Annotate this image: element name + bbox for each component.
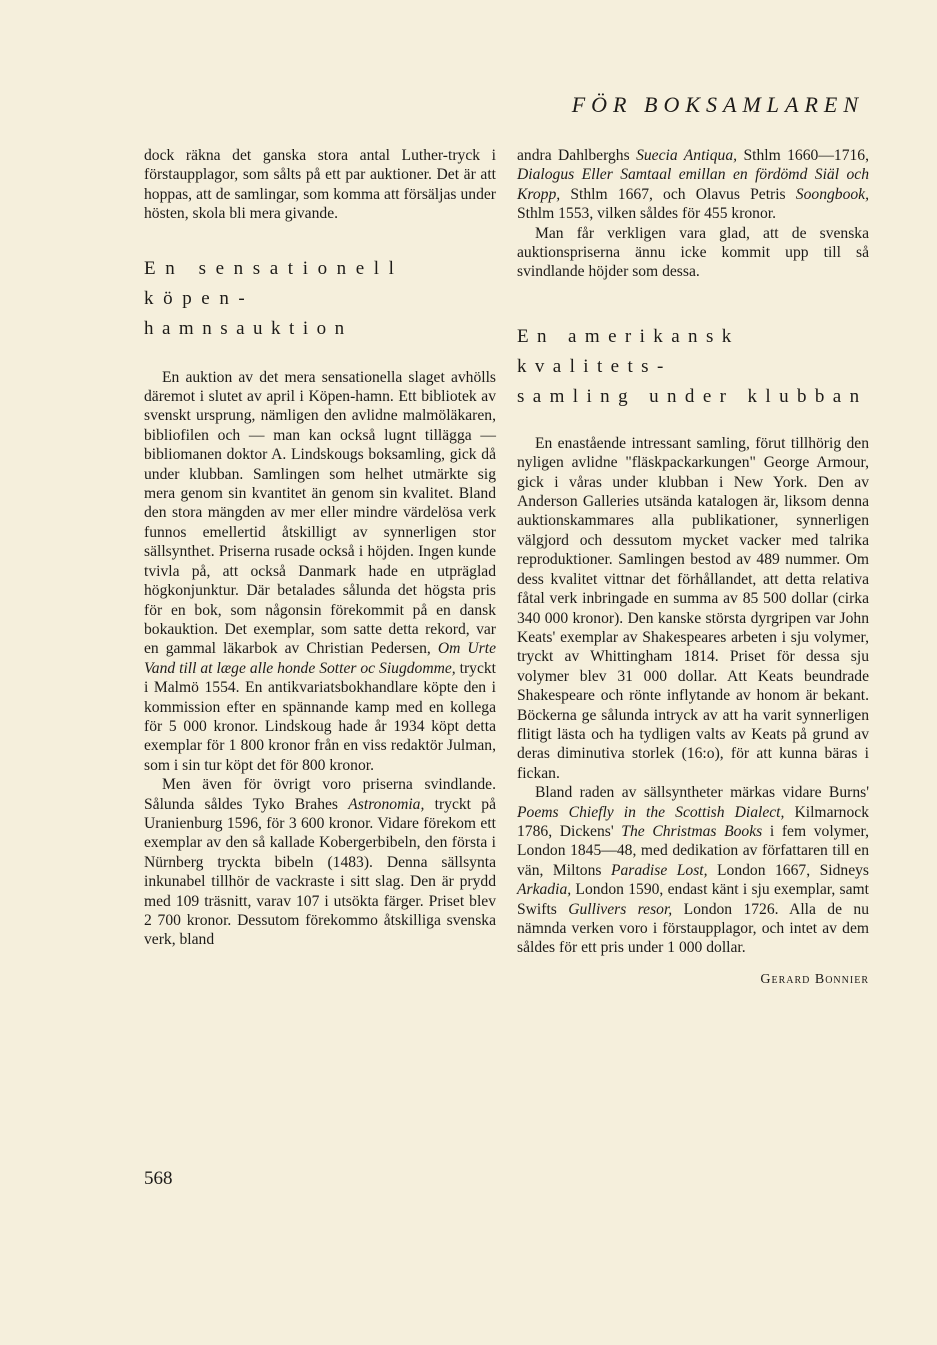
- body-paragraph: [144, 368, 496, 776]
- heading-line: En amerikansk kvalitets-: [517, 325, 740, 377]
- heading-line: hamnsauktion: [144, 317, 353, 339]
- body-paragraph: Man får verkligen vara glad, att de svenska auktionspriserna ännu icke kommit upp till så svindlande höjder som dessa.: [517, 224, 869, 281]
- intro-paragraph: dock räkna det ganska stora antal Luther-tryck i förstaupplagor, som sålts på ett par auktioner. Det är att hoppas, att de samlingar, som komma att försäljas under hösten, skola bli mera givande.: [144, 147, 496, 223]
- text-run: Men även för övrigt voro priserna svindlande. Sålunda såldes Tyko Brahes: [144, 776, 496, 813]
- heading-line: samling under klubban: [517, 385, 868, 407]
- section-heading-copenhagen-auction: [144, 254, 496, 344]
- text-run: tryckt på Uranienburg 1596, för 3 600 kronor. Vidare förekom ett exemplar av den så kallade Kobergerbibeln, den första i Nürnberg tryckta bibeln (1483). Denna sällsynta inkunabel tillhör de vackraste i sitt slag. Den är prydd med 109 träsnitt, varav 107 i utsökta färger. Priset blev 2 700 kronor. Dessutom förekommo åtskilliga svenska verk, bland: [144, 795, 496, 949]
- book-title: Dialogus Eller Samtaal emillan en fördömd Siäl och Kropp,: [517, 166, 869, 203]
- left-column: [144, 146, 496, 950]
- section-heading-american-collection: [517, 322, 869, 412]
- text-run: i fem volymer, London 1845—48, med dedikation av författaren till en vän, Miltons: [517, 822, 869, 879]
- heading-line: En sensationell köpen-: [144, 257, 404, 309]
- body-paragraph: En enastående intressant samling, förut tillhörig den nyligen avlidne "fläskpackarkungen" George Armour, gick i våras under klubban i New York. Den av Anderson Galleries utsända katalogen är, liksom denna auktionskammares alla publikationer, synnerligen välgjord och dessutom mycket vacker med talrika reproduktioner. Samlingen bestod av 489 nummer. Om dess kvalitet vittnar det förhållandet, att detta relativa fåtal verk inbringade en summa av 85 500 dollar (cirka 340 000 kronor). Den kanske största dyrgripen var John Keats' exemplar av Shakespeares arbeten i sju volymer, tryckt av Whittingham 1814. Priset för dessa sju volymer blev 31 000 dollar. Att Keats beundrade Shakespeare och rönte inflytande av honom är bekant. Böckerna ge sålunda intryck av att ha varit synnerligen flitigt lästa och ha tydligen valts av Keats på grund av deras diminutiva storlek (16:o), för att kunna bäras i fickan.: [517, 434, 869, 782]
- book-title: Gullivers resor,: [568, 900, 673, 918]
- text-run: London 1667, Sidneys: [707, 861, 869, 879]
- text-run: Kilmarnock 1786, Dickens': [517, 803, 869, 840]
- page-number: 568: [144, 1168, 173, 1189]
- book-title: Arkadia,: [517, 881, 572, 899]
- right-column: [517, 146, 869, 989]
- text-run: andra Dahlberghs: [517, 147, 637, 164]
- book-title: Suecia Antiqua,: [636, 147, 738, 164]
- body-paragraph: [144, 775, 496, 950]
- text-run: Sthlm 1667, och Olavus Petris: [560, 185, 796, 203]
- book-title: Poems Chiefly in the Scottish Dialect,: [517, 803, 785, 821]
- text-run: Sthlm 1660—1716,: [737, 147, 869, 164]
- text-run: En auktion av det mera sensationella slaget avhölls däremot i slutet av april i Köpen-hamn. Ett bibliotek av svenskt ursprung, nämligen den avlidne malmöläkaren, bibliofilen och — man kan också lugnt tillägga — bibliomanen doktor A. Lindskougs boksamling, gick då under klubban. Samlingen som helhet utmärkte sig mera genom sin kvantitet än genom sin kvalitet. Bland den stora mängden av mer eller mindre värdelösa verk funnos emellertid åtskilligt av synnerligen stor sällsynthet. Priserna rusade också i höjden. Ingen kunde tvivla på, att också Danmark hade en utpräglad högkonjunktur. Där betalades sålunda det högsta pris för en bok, som någonsin förekommit på en dansk bokauktion. Det exemplar, som satte detta rekord, var en gammal läkarbok av Christian Pedersen,: [144, 368, 496, 658]
- text-run: tryckt i Malmö 1554. En antikvariatsbokhandlare köpte den i kommission efter en spännande kamp med en kollega för 5 000 kronor. Lindskoug hade år 1934 köpt detta exemplar för 1 800 kronor från en viss redaktör Julman, som i sin tur köpt det för 800 kronor.: [144, 659, 496, 774]
- text-run: London 1726. Alla de nu nämnda verken voro i förstaupplagor, och intet av dem såldes för ett pris under 1 000 dollar.: [517, 900, 869, 957]
- running-head: FÖR BOKSAMLAREN: [571, 92, 864, 117]
- author-signature: Gerard Bonnier: [760, 971, 869, 987]
- book-title: Paradise Lost,: [610, 861, 708, 879]
- text-run: London 1590, endast känt i sju exemplar, samt Swifts: [517, 881, 869, 918]
- book-title: The Christmas Books: [621, 822, 763, 840]
- body-paragraph: [517, 783, 869, 958]
- continued-paragraph: [517, 146, 869, 224]
- book-title: Om Urte Vand till at læge alle honde Sotter oc Siugdomme,: [144, 640, 496, 677]
- book-title: Astronomia,: [348, 795, 425, 813]
- text-run: Sthlm 1553, vilken såldes för 455 kronor.: [517, 205, 777, 223]
- book-title: Soongbook,: [795, 185, 869, 203]
- text-run: Bland raden av sällsyntheter märkas vidare Burns': [535, 784, 869, 802]
